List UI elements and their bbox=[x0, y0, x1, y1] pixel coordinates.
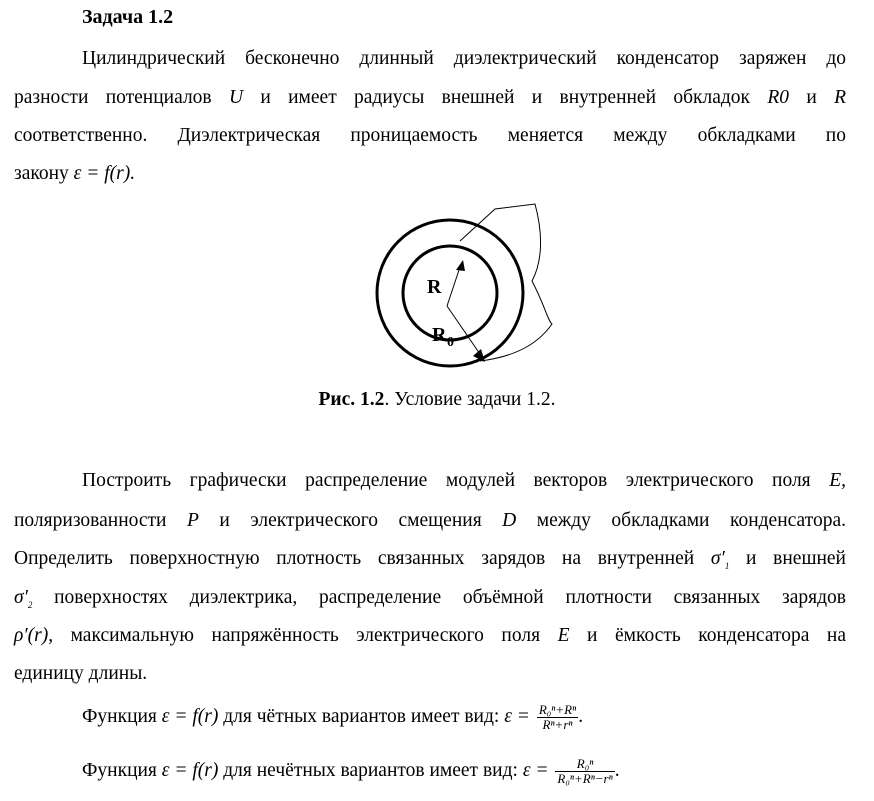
text: максимальную напряжённость электрического поля bbox=[70, 625, 541, 646]
para1-line2 bbox=[14, 84, 846, 112]
formula: ε = bbox=[522, 759, 549, 781]
text: и имеет радиусы внешней и внутренней обкладок bbox=[260, 87, 751, 108]
text: и ёмкость конденсатора на bbox=[587, 625, 847, 646]
para2-line6: единицу длины. bbox=[14, 663, 148, 684]
formula: ε = f(r) bbox=[161, 759, 219, 781]
capacitor-figure bbox=[370, 196, 560, 376]
symbol-R: R bbox=[834, 87, 846, 108]
numerator: R₀ⁿ bbox=[555, 757, 614, 772]
text: между обкладками конденсатора. bbox=[536, 510, 846, 531]
para1-line1: Цилиндрический бесконечно длинный диэлектрический конденсатор заряжен до bbox=[82, 48, 846, 69]
formula: ε = bbox=[504, 705, 530, 727]
function-odd: Функция ε = f(r) для нечётных вариантов имеет вид: ε = $\frac{\text{R₀ⁿ}}{\text{R₀ⁿ+Rⁿ−rⁿ}}$ . bbox=[82, 756, 620, 786]
denominator: R₀ⁿ+Rⁿ−rⁿ bbox=[557, 771, 613, 786]
label-R: R bbox=[427, 276, 442, 298]
para2-line1 bbox=[82, 467, 846, 495]
task-title: Задача 1.2 bbox=[82, 6, 174, 28]
label-R0-subscript: 0 bbox=[447, 335, 454, 350]
fraction-odd bbox=[555, 757, 614, 786]
text: поляризованности bbox=[14, 510, 167, 531]
para1-line4 bbox=[14, 160, 846, 188]
text: Функция bbox=[82, 759, 157, 781]
figure-caption bbox=[0, 389, 874, 411]
text: и электрического смещения bbox=[219, 510, 482, 531]
text: закону bbox=[14, 163, 69, 184]
inner-plate bbox=[403, 246, 497, 340]
text: Функция bbox=[82, 705, 157, 727]
para2-line4 bbox=[14, 584, 846, 612]
para1-line3: соответственно. Диэлектрическая проницаемость меняется между обкладками по bbox=[14, 125, 846, 146]
text: поверхностях диэлектрика, распределение объёмной плотности связанных зарядов bbox=[54, 587, 846, 608]
symbol-U: U bbox=[228, 87, 244, 108]
symbol-E: E, bbox=[829, 470, 846, 491]
text: для чётных вариантов имеет вид: bbox=[223, 705, 500, 727]
symbol-E: E bbox=[557, 625, 570, 646]
fraction-even bbox=[537, 703, 578, 732]
text: и внешней bbox=[746, 548, 846, 569]
symbol-D: D bbox=[502, 510, 517, 531]
formula: ε = f(r) bbox=[161, 705, 219, 727]
label-R0: R bbox=[432, 324, 447, 346]
symbol-P: P bbox=[186, 510, 199, 531]
text: и bbox=[806, 87, 817, 108]
arrowhead-R bbox=[456, 260, 465, 271]
caption-text: . Условие задачи 1.2. bbox=[384, 389, 556, 410]
symbol-R0: R0 bbox=[767, 87, 790, 108]
para2-line2 bbox=[14, 507, 846, 535]
denominator: Rⁿ+rⁿ bbox=[542, 717, 573, 732]
para2-line5 bbox=[14, 622, 846, 650]
symbol-sigma1: $\sigma'_1$ bbox=[710, 548, 730, 571]
dielectric-outline bbox=[460, 204, 552, 361]
caption-bold: Рис. 1.2 bbox=[318, 389, 385, 410]
symbol-sigma2: $\sigma'_2$ bbox=[14, 587, 33, 610]
text: Определить поверхностную плотность связанных зарядов на внутренней bbox=[14, 548, 695, 569]
function-even: Функция ε = f(r) для чётных вариантов имеет вид: ε = $\frac{\text{R₀ⁿ+Rⁿ}}{\text{Rⁿ+rⁿ}}$ . bbox=[82, 702, 584, 732]
text: Построить графически распределение модулей векторов электрического поля bbox=[82, 470, 811, 491]
para2-line3 bbox=[14, 545, 846, 573]
numerator: R₀ⁿ+Rⁿ bbox=[538, 702, 577, 717]
symbol-rho: ρ′(r), bbox=[14, 625, 54, 646]
text: разности потенциалов bbox=[14, 87, 212, 108]
text: для нечётных вариантов имеет вид: bbox=[223, 759, 518, 781]
formula-epsilon: ε = f(r). bbox=[73, 163, 136, 184]
